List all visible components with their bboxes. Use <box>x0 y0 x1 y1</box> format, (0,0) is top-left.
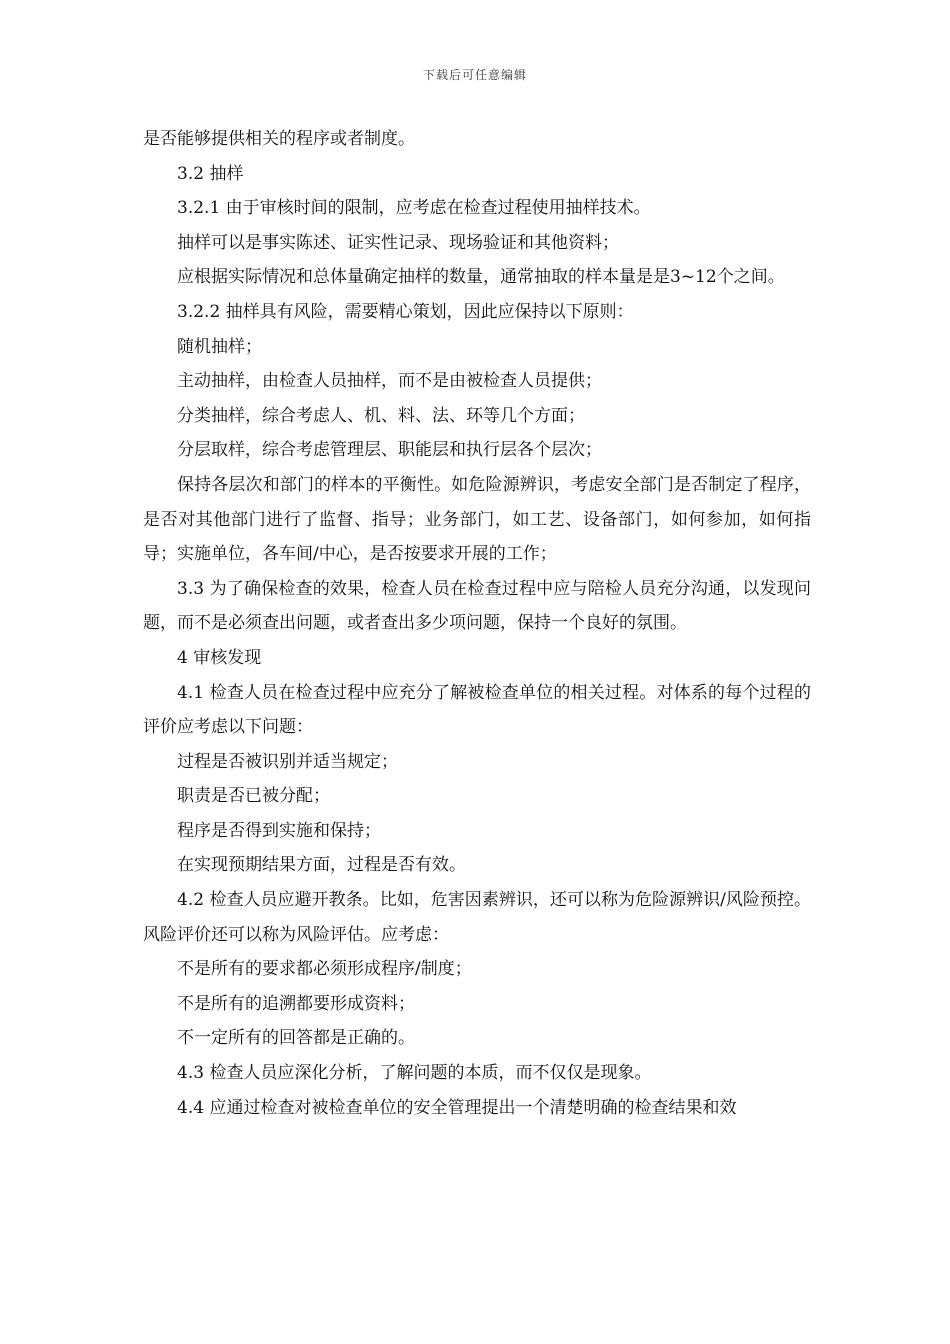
paragraph: 职责是否已被分配； <box>177 786 330 807</box>
paragraph: 主动抽样，由检查人员抽样，而不是由被检查人员提供； <box>177 371 602 392</box>
paragraph: 应根据实际情况和总体量确定抽样的数量，通常抽取的样本量是是3~12个之间。 <box>177 267 785 288</box>
paragraph: 4.4 应通过检查对被检查单位的安全管理提出一个清楚明确的检查结果和效 <box>177 1097 737 1118</box>
document-body <box>143 122 811 1125</box>
paragraph: 不是所有的追溯都要形成资料； <box>177 993 415 1014</box>
paragraph: 分层取样，综合考虑管理层、职能层和执行层各个层次； <box>177 440 602 461</box>
paragraph: 4.1 检查人员在检查过程中应充分了解被检查单位的相关过程。对体系的每个过程的评价应考虑以下问题： <box>143 682 811 738</box>
paragraph: 4.3 检查人员应深化分析，了解问题的本质，而不仅仅是现象。 <box>177 1063 652 1084</box>
paragraph: 3.2.1 由于审核时间的限制，应考虑在检查过程使用抽样技术。 <box>177 198 651 219</box>
paragraph: 是否能够提供相关的程序或者制度。 <box>143 129 415 149</box>
paragraph: 程序是否得到实施和保持； <box>177 820 381 841</box>
paragraph: 3.3 为了确保检查的效果，检查人员在检查过程中应与陪检人员充分沟通，以发现问题，而不是必须查出问题，或者查出多少项问题，保持一个良好的氛围。 <box>143 578 811 634</box>
paragraph: 随机抽样； <box>177 336 262 357</box>
paragraph: 4.2 检查人员应避开教条。比如，危害因素辨识，还可以称为危险源辨识/风险预控。风险评价还可以称为风险评估。应考虑： <box>143 890 811 945</box>
paragraph: 在实现预期结果方面，过程是否有效。 <box>177 855 466 876</box>
paragraph: 不一定所有的回答都是正确的。 <box>177 1028 415 1049</box>
paragraph: 过程是否被识别并适当规定； <box>177 751 398 772</box>
paragraph: 不是所有的要求都必须形成程序/制度； <box>177 959 472 980</box>
page-header: 下载后可任意编辑 <box>422 68 527 82</box>
paragraph: 抽样可以是事实陈述、证实性记录、现场验证和其他资料； <box>177 232 619 253</box>
paragraph: 3.2 抽样 <box>177 163 244 184</box>
paragraph: 4 审核发现 <box>177 647 262 668</box>
paragraph: 分类抽样，综合考虑人、机、料、法、环等几个方面； <box>177 405 585 426</box>
paragraph: 3.2.2 抽样具有风险，需要精心策划，因此应保持以下原则： <box>177 301 634 322</box>
paragraph: 保持各层次和部门的样本的平衡性。如危险源辨识，考虑安全部门是否制定了程序，是否对其他部门进行了监督、指导；业务部门，如工艺、设备部门，如何参加，如何指导；实施单位，各车间/中心，是否按要求开展的工作； <box>143 474 811 565</box>
